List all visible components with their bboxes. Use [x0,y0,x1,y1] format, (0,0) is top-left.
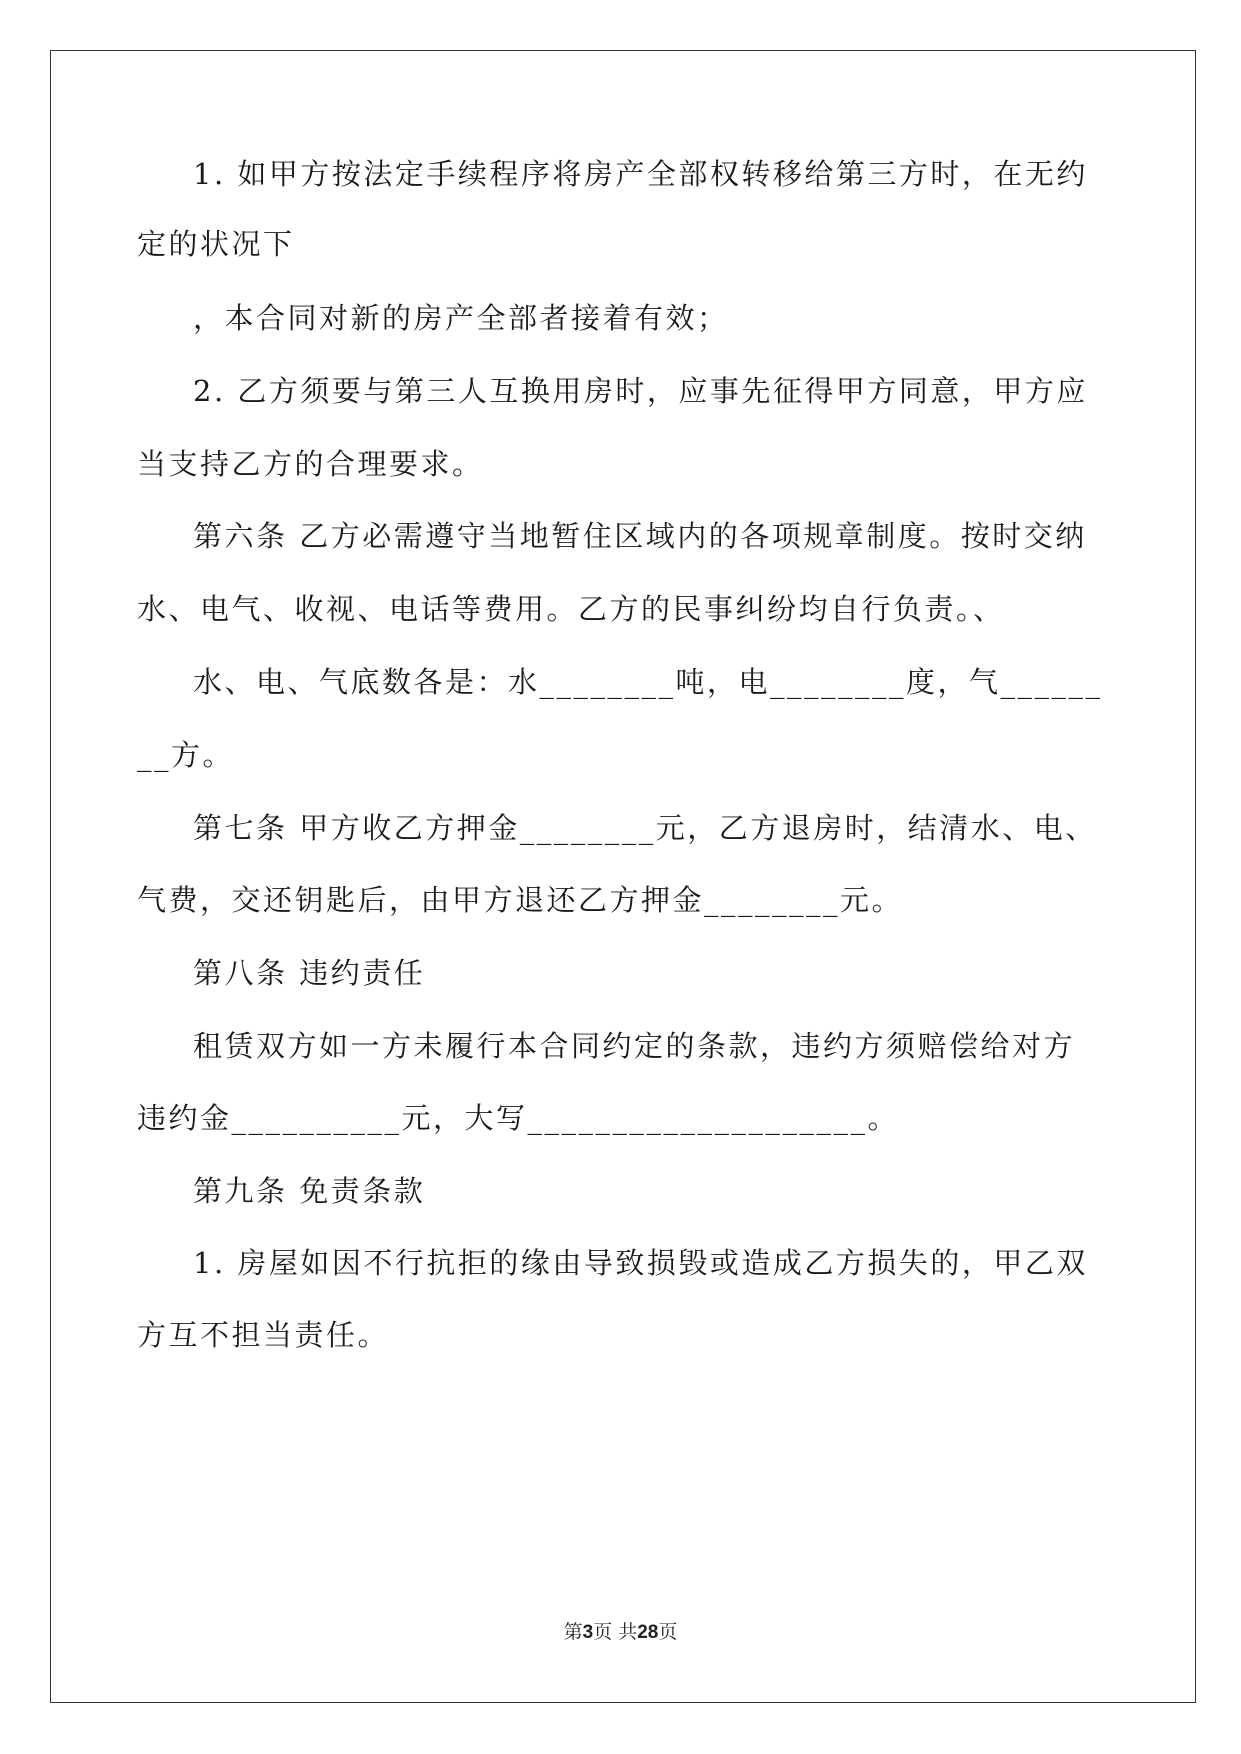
footer-page-number: 3 [582,1622,594,1643]
body-line-14: 违约金__________元，大写____________________。 [137,1101,900,1135]
section-heading-8: 第八条 违约责任 [193,956,426,990]
footer-total-pages: 28 [637,1622,659,1643]
body-line-13: 租赁双方如一方未履行本合同约定的条款，违约方须赔偿给对方 [193,1029,1076,1063]
body-line-2: 定的状况下 [137,227,295,261]
body-line-7: 水、电气、收视、电话等费用。乙方的民事纠纷均自行负责。、 [137,592,1005,626]
footer-mid: 页 共 [593,1621,638,1643]
footer-prefix: 第 [563,1621,583,1643]
body-line-11: 气费，交还钥匙后，由甲方退还乙方押金________元。 [137,883,904,917]
body-line-9: __方。 [137,738,235,772]
body-line-16: 1. 房屋如因不行抗拒的缘由导致损毁或造成乙方损失的，甲乙双 [193,1246,1088,1280]
section-heading-9: 第九条 免责条款 [193,1174,426,1208]
body-line-10: 第七条 甲方收乙方押金________元，乙方退房时，结清水、电、 [193,811,1097,845]
body-line-1: 1. 如甲方按法定手续程序将房产全部权转移给第三方时，在无约 [193,157,1088,191]
body-line-5: 当支持乙方的合理要求。 [137,447,484,481]
body-line-6: 第六条 乙方必需遵守当地暂住区域内的各项规章制度。按时交纳 [193,519,1087,553]
body-line-3: ，本合同对新的房产全部者接着有效； [193,301,729,335]
footer-suffix: 页 [658,1621,678,1643]
body-line-17: 方互不担当责任。 [137,1318,390,1352]
page-border [50,50,1196,1703]
body-line-4: 2. 乙方须要与第三人互换用房时，应事先征得甲方同意，甲方应 [193,374,1088,408]
body-line-8: 水、电、气底数各是：水________吨，电________度，气______ [193,665,1103,699]
page-footer [0,1620,1241,1645]
